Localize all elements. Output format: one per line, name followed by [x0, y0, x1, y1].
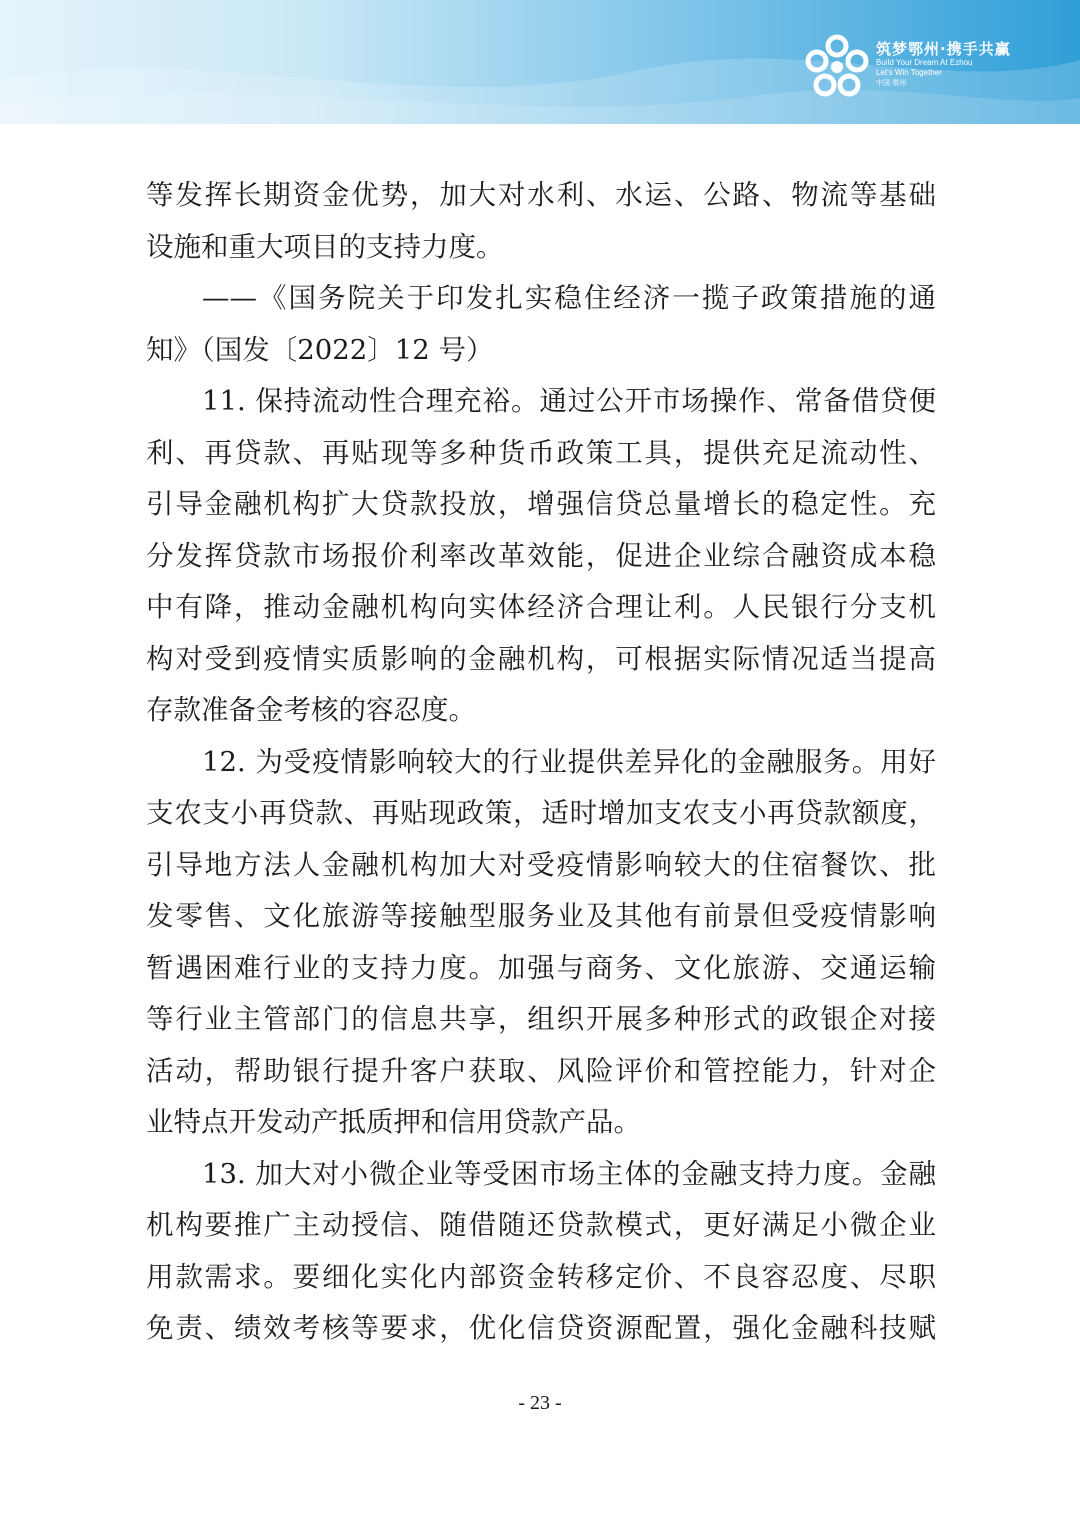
header-slogan	[876, 40, 1011, 88]
paragraph-12-line: 支农支小再贷款、再贴现政策，适时增加支农支小再贷款额度，	[146, 797, 936, 829]
paragraph-11-line: 利、再贷款、再贴现等多种货币政策工具，提供充足流动性、	[146, 436, 936, 469]
paragraph-13-line: 机构要推广主动授信、随借随还贷款模式，更好满足小微企业	[146, 1209, 936, 1241]
slogan-chinese: 筑梦鄂州·携手共赢	[876, 40, 1011, 58]
paragraph-13-line: 13. 加大对小微企业等受困市场主体的金融支持力度。金融	[202, 1157, 936, 1190]
text-line: 等发挥长期资金优势，加大对水利、水运、公路、物流等基础	[146, 179, 936, 211]
flower-logo-icon	[804, 34, 870, 100]
paragraph-12-line: 发零售、文化旅游等接触型服务业及其他有前景但受疫情影响	[146, 900, 936, 932]
paragraph-12-line: 等行业主管部门的信息共享，组织开展多种形式的政银企对接	[146, 1003, 936, 1035]
paragraph-12-line: 12. 为受疫情影响较大的行业提供差异化的金融服务。用好	[202, 745, 936, 778]
header-banner	[0, 0, 1080, 124]
paragraph-12-line: 活动，帮助银行提升客户获取、风险评价和管控能力，针对企	[146, 1054, 936, 1087]
paragraph-11-line: 引导金融机构扩大贷款投放，增强信贷总量增长的稳定性。充	[146, 488, 936, 520]
page-number: - 23 -	[518, 1392, 562, 1414]
paragraph-11-line: 存款准备金考核的容忍度。	[146, 694, 476, 726]
paragraph-11-line: 构对受到疫情实质影响的金融机构，可根据实际情况适当提高	[146, 642, 936, 675]
slogan-location: 中国 鄂州	[876, 79, 907, 87]
slogan-english-line-2: Let's Win Together	[876, 68, 942, 77]
slogan-english-line-1: Build Your Dream At Ezhou	[876, 58, 973, 67]
paragraph-11-line: 11. 保持流动性合理充裕。通过公开市场操作、常备借贷便	[202, 385, 936, 417]
paragraph-11-line: 中有降，推动金融机构向实体经济合理让利。人民银行分支机	[146, 591, 936, 623]
paragraph-13-line: 免责、绩效考核等要求，优化信贷资源配置，强化金融科技赋	[146, 1312, 936, 1344]
paragraph-12-line: 引导地方法人金融机构加大对受疫情影响较大的住宿餐饮、批	[146, 848, 936, 881]
citation-line: 知》（国发〔2022〕12 号）	[146, 333, 494, 366]
citation-line: ——《国务院关于印发扎实稳住经济一揽子政策措施的通	[202, 282, 936, 314]
document-body	[146, 170, 936, 1355]
paragraph-11-line: 分发挥贷款市场报价利率改革效能，促进企业综合融资成本稳	[146, 539, 936, 572]
paragraph-13-line: 用款需求。要细化实化内部资金转移定价、不良容忍度、尽职	[146, 1260, 936, 1293]
text-line: 设施和重大项目的支持力度。	[146, 230, 504, 263]
paragraph-12-line: 暂遇困难行业的支持力度。加强与商务、文化旅游、交通运输	[146, 951, 936, 984]
paragraph-12-line: 业特点开发动产抵质押和信用贷款产品。	[146, 1106, 641, 1138]
